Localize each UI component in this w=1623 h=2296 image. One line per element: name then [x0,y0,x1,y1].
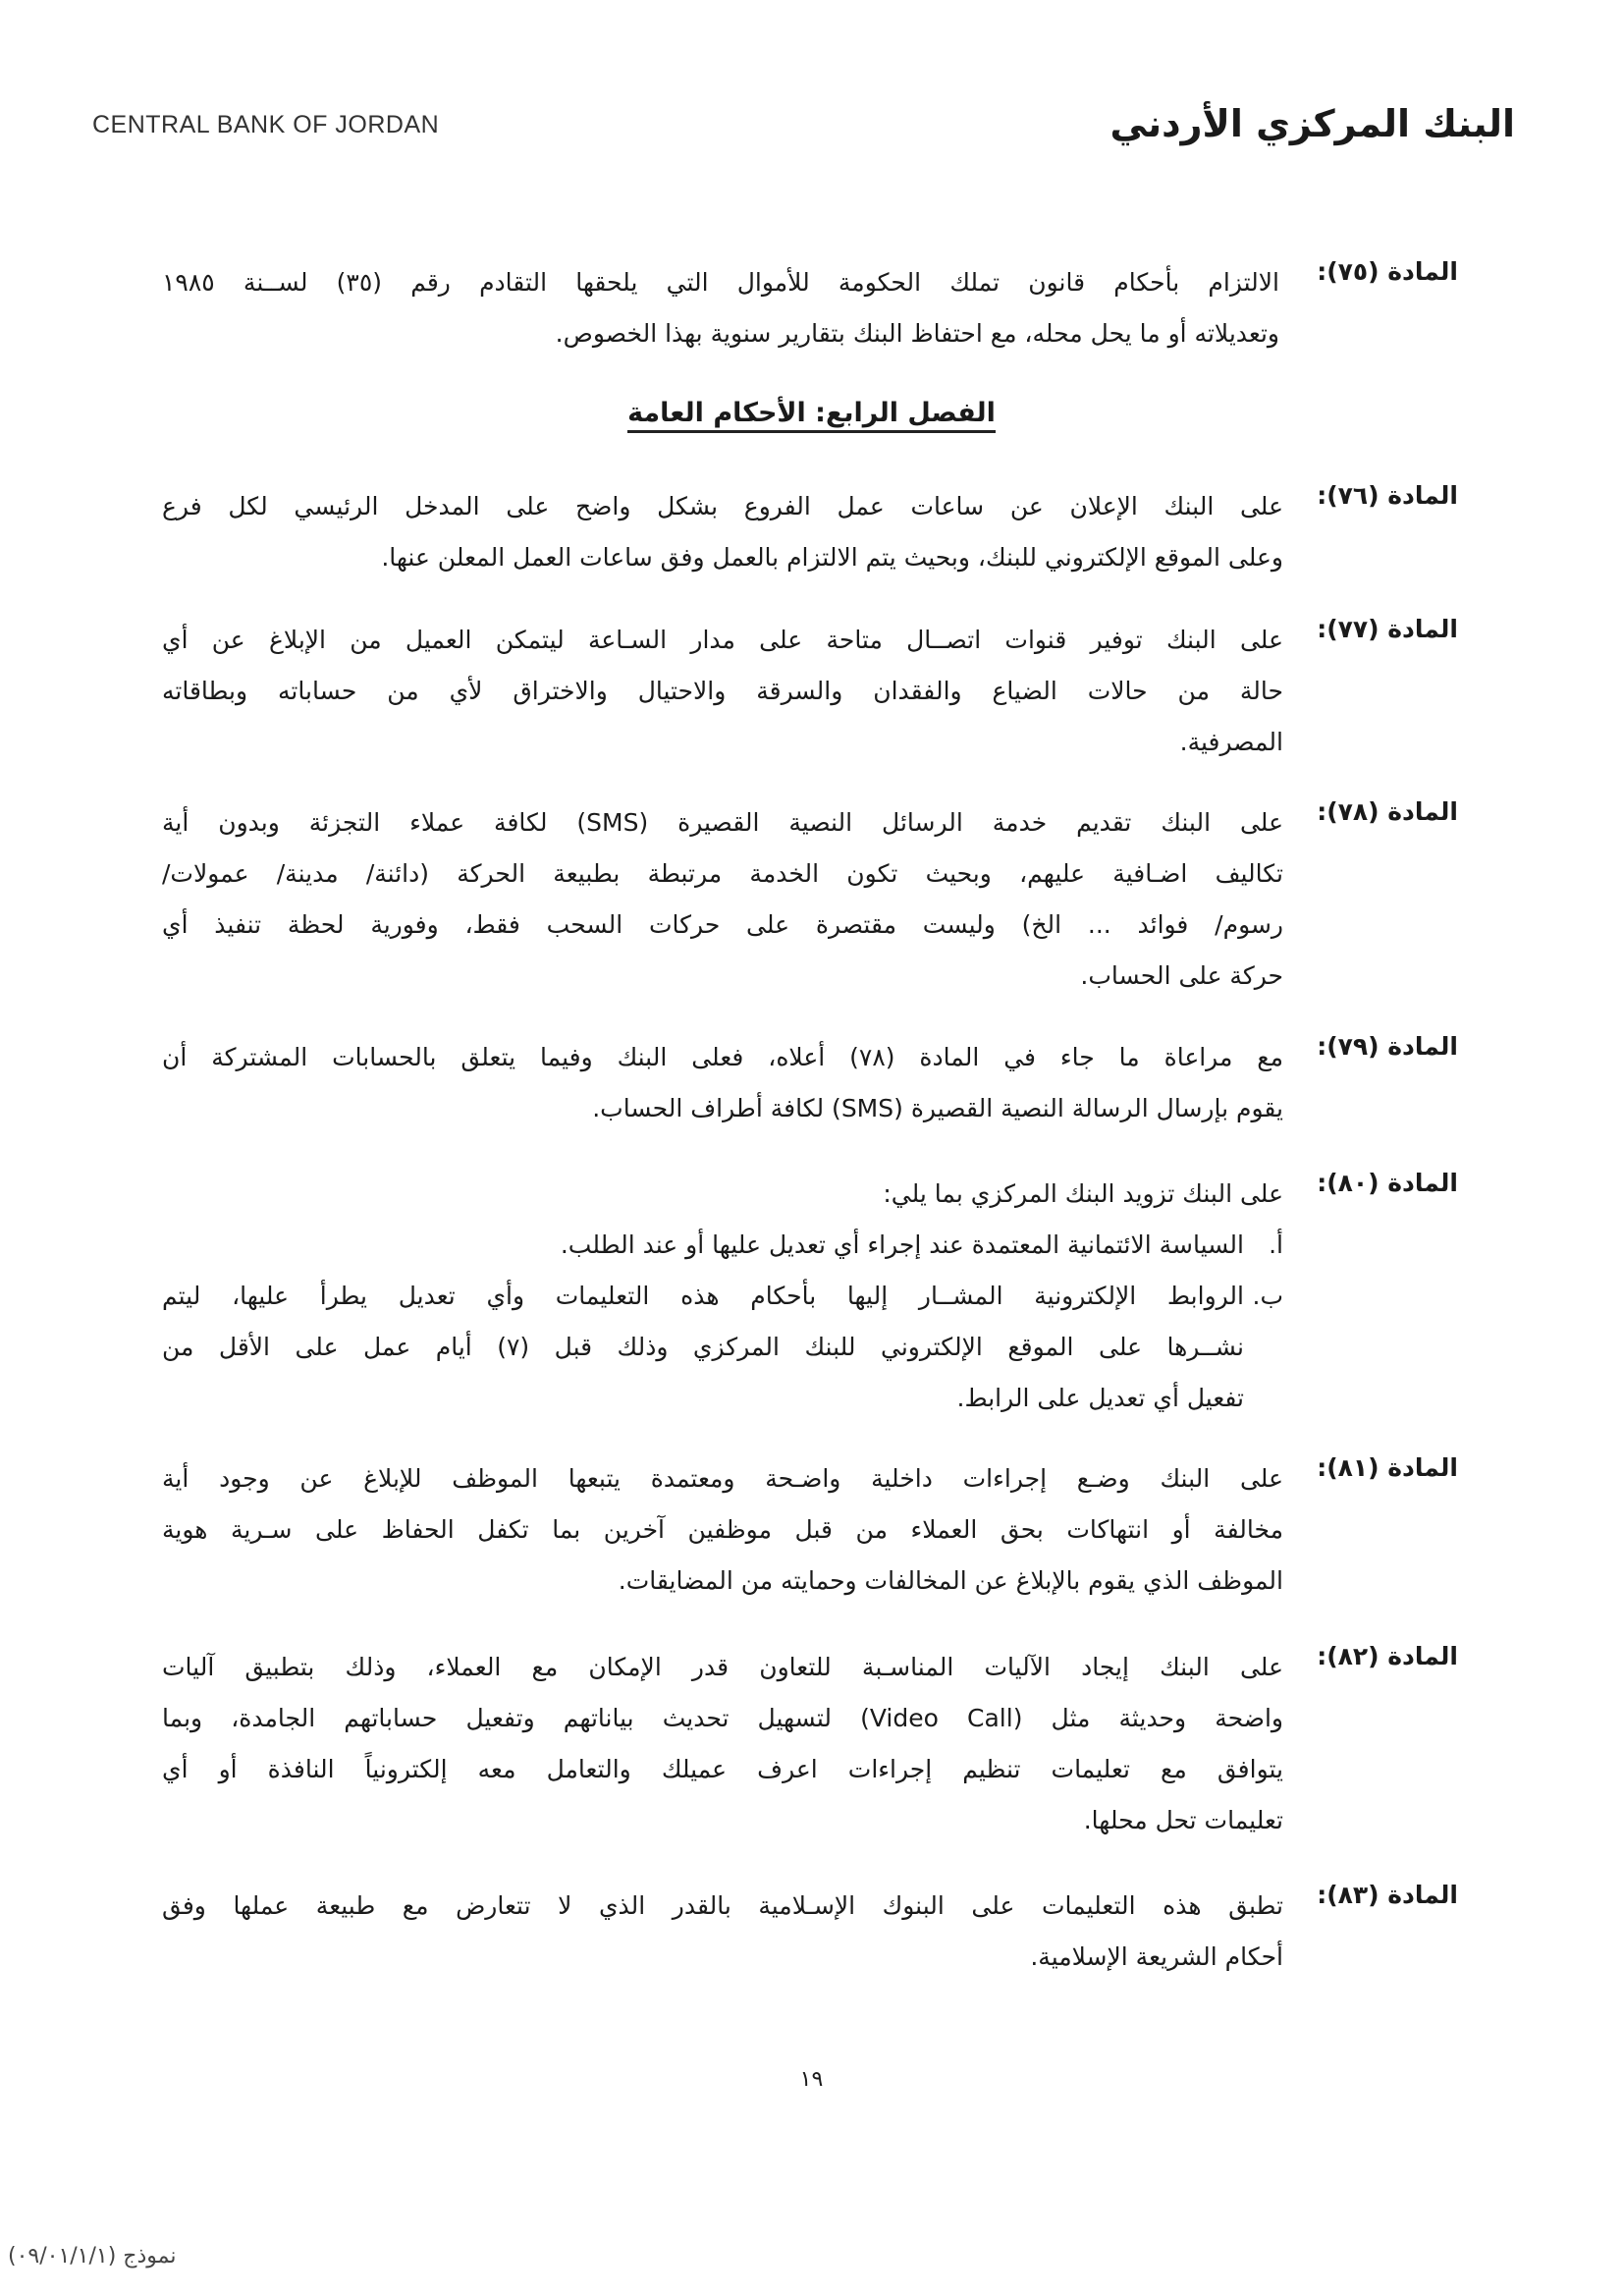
article-82 [162,1642,1458,1846]
article-line: وتعديلاته أو ما يحل محله، مع احتفاظ البنك بتقارير سنوية بهذا الخصوص. [555,319,1279,348]
article-75 [162,257,1458,359]
article-80 [162,1169,1458,1424]
article-line: الروابط الإلكترونية المشــار إليها بأحكام هذه التعليمات وأي تعديل يطرأ عليها، ليتم [162,1282,1244,1310]
article-line: حركة على الحساب. [1080,961,1283,990]
article-line: على البنك تقديم خدمة الرسائل النصية القصيرة (SMS) لكافة عملاء التجزئة وبدون أية [162,808,1283,837]
page-number: ١٩ [799,2067,824,2092]
article-line: على البنك إيجاد الآليات المناسـبة للتعاون قدر الإمكان مع العملاء، وذلك بتطبيق آليات [162,1653,1283,1681]
article-label: المادة (٧٥): [1317,257,1458,286]
list-marker: ب. [1252,1282,1283,1310]
article-line: رسوم/ فوائد ... الخ) وليست مقتصرة على حركات السحب فقط، وفورية لحظة تنفيذ أي [162,910,1283,939]
article-line: تعليمات تحل محلها. [1083,1806,1283,1834]
article-line: حالة من حالات الضياع والفقدان والسرقة والاحتيال والاختراق لأي من حساباته وبطاقاته [162,677,1283,705]
article-line: نشــرها على الموقع الإلكتروني للبنك المركزي وذلك قبل (٧) أيام عمل على الأقل من [162,1333,1244,1361]
article-label: المادة (٧٨): [1317,797,1458,826]
list-item-a [162,1220,1283,1271]
header-english-name: CENTRAL BANK OF JORDAN [92,111,440,138]
article-label: المادة (٧٩): [1317,1032,1458,1061]
article-79 [162,1032,1458,1134]
article-76 [162,481,1458,583]
article-line: الموظف الذي يقوم بالإبلاغ عن المخالفات وحمايته من المضايقات. [618,1566,1283,1595]
article-line: مع مراعاة ما جاء في المادة (٧٨) أعلاه، فعلى البنك وفيما يتعلق بالحسابات المشتركة أن [162,1043,1283,1071]
article-line: على البنك الإعلان عن ساعات عمل الفروع بشكل واضح على المدخل الرئيسي لكل فرع [162,492,1283,520]
article-label: المادة (٨١): [1317,1453,1458,1482]
article-line: واضحة وحديثة مثل (Video Call) لتسهيل تحديث بياناتهم وتفعيل حساباتهم الجامدة، وبما [162,1704,1283,1732]
article-line: الالتزام بأحكام قانون تملك الحكومة للأموال التي يلحقها التقادم رقم (٣٥) لســنة ١٩٨٥ [162,268,1279,297]
article-line: السياسة الائتمانية المعتمدة عند إجراء أي تعديل عليها أو عند الطلب. [560,1230,1244,1259]
article-81 [162,1453,1458,1607]
article-line: يقوم بإرسال الرسالة النصية القصيرة (SMS) لكافة أطراف الحساب. [592,1094,1283,1122]
article-line: المصرفية. [1179,728,1283,756]
article-label: المادة (٧٦): [1317,481,1458,510]
article-line: أحكام الشريعة الإسلامية. [1030,1942,1283,1971]
article-78 [162,797,1458,1002]
chapter-heading: الفصل الرابع: الأحكام العامة [0,398,1623,428]
list-item-b [162,1271,1283,1424]
header-arabic-name: البنك المركزي الأردني [1109,102,1515,145]
list-marker: أ. [1269,1230,1283,1259]
article-83 [162,1881,1458,1983]
article-line: وعلى الموقع الإلكتروني للبنك، وبحيث يتم الالتزام بالعمل وفق ساعات العمل المعلن عنها. [381,543,1283,572]
form-code: نموذج (٠٩/٠١/١/١) [8,2244,177,2269]
article-line: على البنك وضـع إجراءات داخلية واضـحة ومعتمدة يتبعها الموظف للإبلاغ عن وجود أية [162,1464,1283,1493]
article-line: على البنك توفير قنوات اتصــال متاحة على مدار السـاعة ليتمكن العميل من الإبلاغ عن أي [162,626,1283,654]
article-line: يتوافق مع تعليمات تنظيم إجراءات اعرف عميلك والتعامل معه إلكترونياً النافذة أو أي [162,1755,1283,1783]
article-intro: على البنك تزويد البنك المركزي بما يلي: [883,1179,1283,1208]
article-label: المادة (٨٠): [1317,1169,1458,1197]
article-77 [162,615,1458,768]
article-label: المادة (٧٧): [1317,615,1458,643]
article-line: تطبق هذه التعليمات على البنوك الإسـلامية بالقدر الذي لا تتعارض مع طبيعة عملها وفق [162,1891,1283,1920]
article-label: المادة (٨٣): [1317,1881,1458,1909]
article-line: مخالفة أو انتهاكات بحق العملاء من قبل موظفين آخرين بما تكفل الحفاظ على سـرية هوية [162,1515,1283,1544]
article-line: تفعيل أي تعديل على الرابط. [956,1384,1244,1412]
article-line: تكاليف اضـافية عليهم، وبحيث تكون الخدمة مرتبطة بطبيعة الحركة (دائنة/ مدينة/ عمولات/ [162,859,1283,888]
article-label: المادة (٨٢): [1317,1642,1458,1670]
